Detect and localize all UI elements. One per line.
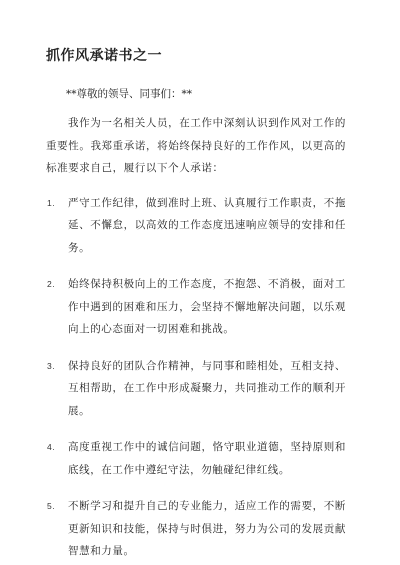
commitment-number: 1. [47, 197, 56, 208]
greeting-line: **尊敬的领导、同事们：** [66, 88, 192, 100]
commitment-item [46, 436, 346, 481]
commitment-item [46, 355, 346, 423]
commitment-number: 5. [47, 501, 56, 511]
commitment-text: 始终保持积极向上的工作态度，不抱怨、不消极，面对工作中遇到的困难和压力，会坚持不懈地解决问题，以乐观向上的心态面对一切困难和挑战。 [68, 278, 346, 335]
commitment-list [46, 192, 346, 563]
commitment-text: 严守工作纪律，做到准时上班、认真履行工作职责，不拖延、不懈怠，以高效的工作态度迅速响应领导的安排和任务。 [68, 196, 346, 254]
commitment-text: 不断学习和提升自己的专业能力，适应工作的需要，不断更新知识和技能，保持与时俱进，努力为公司的发展贡献智慧和力量。 [68, 500, 346, 557]
commitment-number: 4. [47, 442, 56, 452]
commitment-item [46, 495, 346, 563]
commitment-text: 高度重视工作中的诚信问题，恪守职业道德，坚持原则和底线，在工作中遵纪守法，勿触碰纪律红线。 [68, 441, 346, 476]
commitment-number: 3. [47, 360, 56, 371]
document-title: 抓作风承诺书之一 [46, 48, 162, 64]
commitment-item [46, 192, 346, 260]
commitment-text: 保持良好的团队合作精神，与同事和睦相处，互相支持、互相帮助，在工作中形成凝聚力，共同推动工作的顺利开展。 [68, 359, 346, 417]
commitment-item [46, 273, 346, 341]
intro-paragraph: 我作为一名相关人员，在工作中深刻认识到作风对工作的重要性。我郑重承诺，将始终保持良好的工作作风，以更高的标准要求自己，履行以下个人承诺： [46, 117, 346, 174]
commitment-number: 2. [47, 279, 56, 289]
